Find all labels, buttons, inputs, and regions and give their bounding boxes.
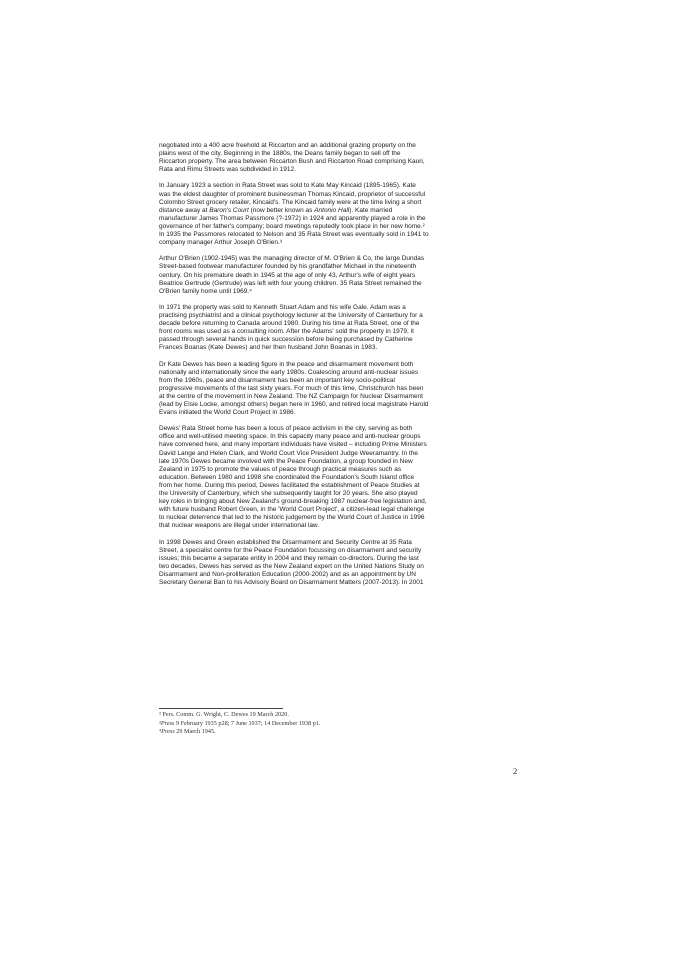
paragraph-5: Dr Kate Dewes has been a leading figure in the peace and disarmament movement both nationally and internationally since the early 1980s. Coalescing around anti-nuclear issues from the 1960s, peace and disarmament has been an important key socio-political progressive movements of the last sixty years. For much of this time, Christchurch has been at the centre of the movement in New Zealand. The NZ Campaign for Nuclear Disarmament (lead by Elsie Locke, amongst others) began here in 1960, and retired local magistrate Harold Evans initiated the World Court Project in 1986. <box>159 360 429 417</box>
footnote-4: ⁴Press 29 March 1945. <box>159 728 216 736</box>
paragraph-7: In 1998 Dewes and Green established the Disarmament and Security Centre at 35 Rata Street, a specialist centre for the Peace Foundation focussing on disarmament and security issues; this became a separate entity in 2004 and they remain co-directors. During the last two decades, Dewes has served as the New Zealand expert on the United Nations Study on Disarmament and Non-proliferation Education (2000-2002) and as an appointment by UN Secretary General Ban to his Advisory Board on Disarmament Matters (2007-2013). In 2001 <box>159 538 424 587</box>
footnotes <box>159 711 521 737</box>
body-text <box>159 142 521 595</box>
paragraph-4: In 1971 the property was sold to Kenneth Stuart Adam and his wife Gale. Adam was a practising psychiatrist and a clinical psychology lecturer at the University of Canterbury for a decade before returning to Canada around 1980. During his time at Rata Street, one of the front rooms was used as a consulting room. After the Adams' sold the property in 1979, it passed through several hands in quick succession before being purchased by Catherine Frances Boanas (Kate Dewes) and her then husband John Boanas in 1983. <box>159 303 423 352</box>
page-number: 2 <box>513 766 518 776</box>
footnote-3: ³Press 9 February 1935 p28; 7 June 1937; 14 December 1938 p1. <box>159 719 321 727</box>
paragraph-6: Dewes' Rata Street home has been a locus of peace activism in the city, serving as both office and well-utilised meeting space. In this capacity many peace and anti-nuclear groups have convened here, and many important individuals have visited – including Prime Ministers David Lange and Helen Clark, and World Court Vice President Judge Weeramantry. In the late 1970s Dewes became involved with the Peace Foundation, a group founded in New Zealand in 1975 to promote the values of peace through practical measures such as education. Between 1980 and 1998 she coordinated the Foundation's South Island office from her home. During this period, Dewes facilitated the establishment of Peace Studies at the University of Canterbury, which she subsequently taught for 20 years. She also played key roles in bringing about New Zealand's ground-breaking 1987 nuclear-free legislation and, with future husband Robert Green, in the 'World Court Project', a citizen-lead legal challenge to nuclear deterrence that led to the historic judgement by the World Court of Justice in 1996 that nuclear weapons are illegal under international law. <box>159 425 427 530</box>
paragraph-1: negotiated into a 400 acre freehold at Riccarton and an additional grazing property on the plains west of the city. Beginning in the 1880s, the Deans family began to sell off the Riccarton property. The area between Riccarton Bush and Riccarton Road comprising Kauri, Rata and Rimu Streets was subdivided in 1912. <box>159 142 425 174</box>
footnote-divider <box>159 708 283 709</box>
paragraph-3: Arthur O'Brien (1902-1945) was the managing director of M. O'Brien & Co, the large Dundas Street-based footwear manufacturer founded by his grandfather Michael in the nineteenth century. On his premature death in 1945 at the age of only 43, Arthur's wife of eight years Beatrice Gertrude (Gertrude) was left with four young children. 35 Rata Street remained the O'Brien family home until 1969.⁴ <box>159 255 425 295</box>
paragraph-2: In January 1923 a section in Rata Street was sold to Kate May Kincaid (1895-1965). Kate was the eldest daughter of prominent businessman Thomas Kincaid, proprietor of successful Colombo Street grocery retailer, Kincaid's. The Kincaid family were at the time living a short distance away at Baron's Court (now better known as Antonio Hall). Kate married manufacturer James Thomas Passmore (?-1972) in 1924 and apparently played a role in the governance of her father's company; board meetings reputedly took place in her new home.² In 1935 the Passmores relocated to Nelson and 35 Rata Street was eventually sold in 1941 to company manager Arthur Joseph O'Brien.³ <box>159 182 429 247</box>
italic-place-name: Antonio Hall <box>314 206 350 214</box>
footnote-2: ² Pers. Comm. G. Wright, C. Dewes 19 March 2020. <box>159 711 289 718</box>
italic-place-name: Baron's Court <box>209 206 249 214</box>
